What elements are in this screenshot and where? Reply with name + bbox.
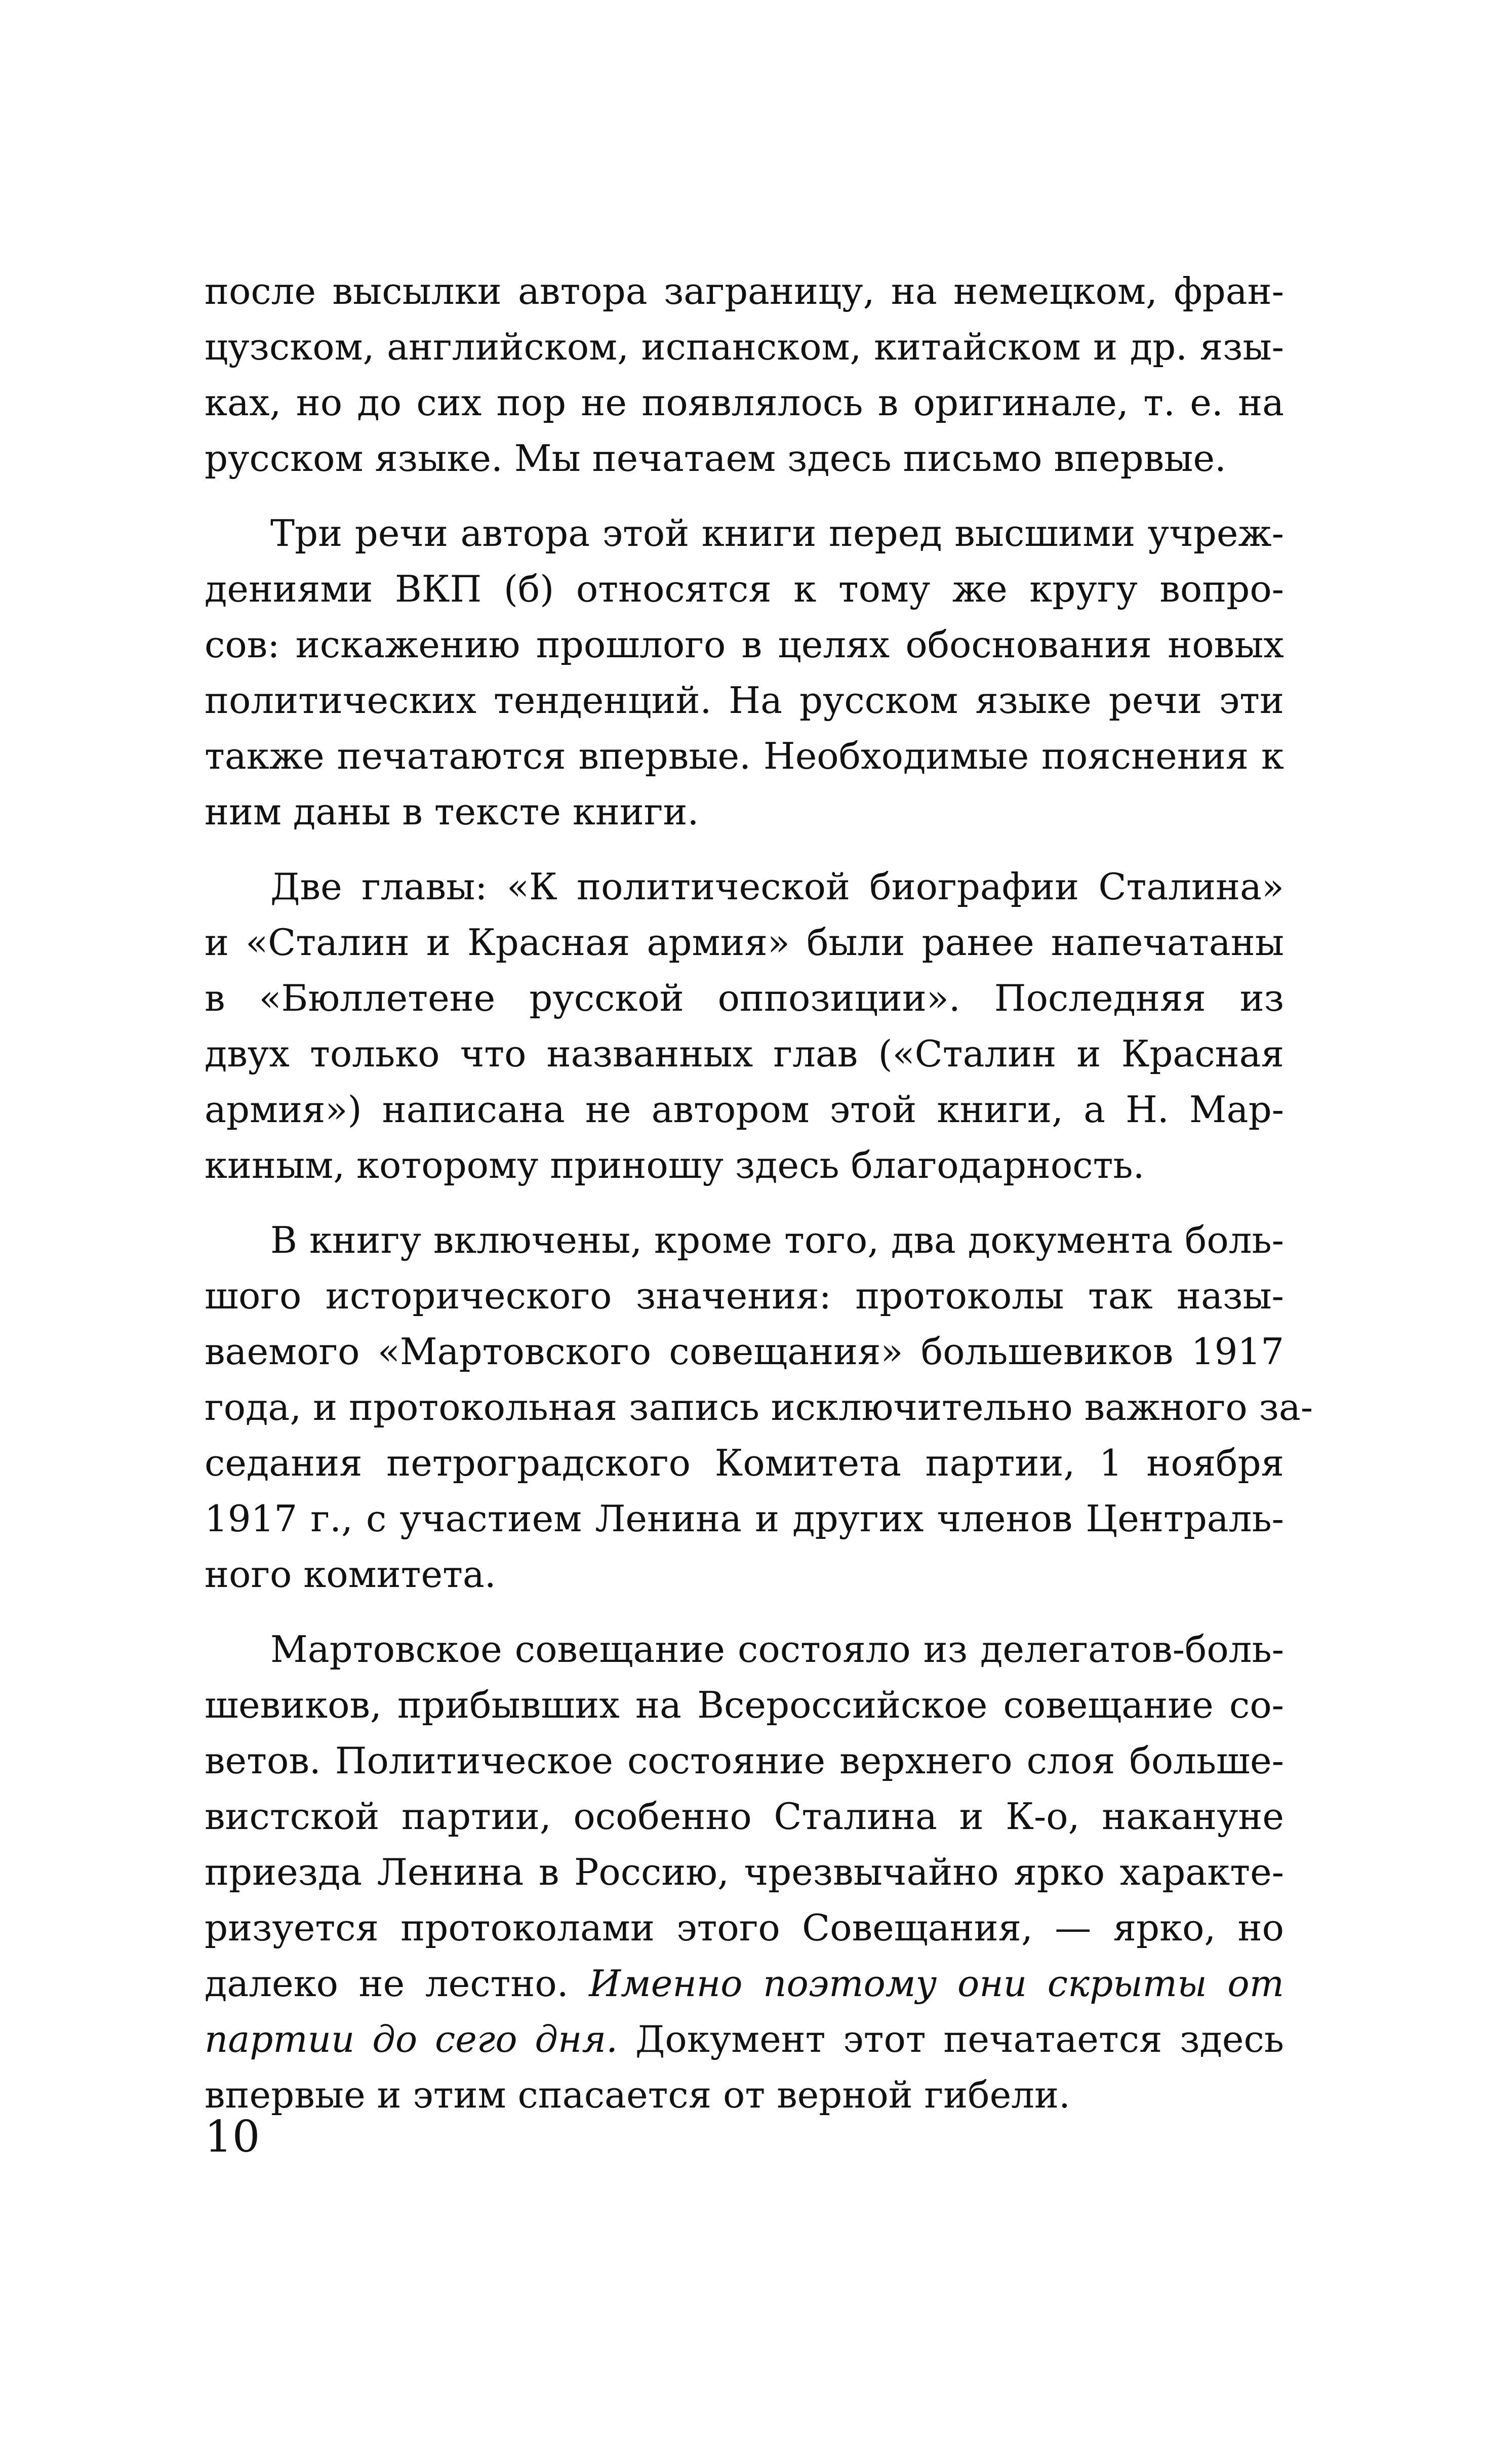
text-line: сов: искажению прошлого в целях обоснования новых	[205, 623, 1284, 666]
text-line: Мартовское совещание состояло из делегатов-боль-	[270, 1628, 1284, 1671]
italic-text: Именно поэтому они скрыты от	[589, 1962, 1284, 2005]
plain-text: далеко не лестно.	[205, 1962, 589, 2005]
text-line: шого исторического значения: протоколы так назы-	[205, 1275, 1284, 1317]
text-line: приезда Ленина в Россию, чрезвычайно ярко характе-	[205, 1851, 1284, 1893]
italic-text: партии до сего дня.	[205, 2018, 618, 2060]
text-line: русском языке. Мы печатаем здесь письмо впервые.	[205, 437, 1226, 480]
text-line: в «Бюллетене русской оппозиции». Последняя из	[205, 977, 1284, 1019]
text-line: В книгу включены, кроме того, два документа боль-	[270, 1219, 1284, 1261]
plain-text: Документ этот печатается здесь	[618, 2018, 1284, 2060]
text-line: ним даны в тексте книги.	[205, 790, 699, 833]
paragraph-2	[205, 505, 1284, 840]
text-line: ризуется протоколами этого Совещания, — ярко, но	[205, 1906, 1284, 1949]
text-line: года, и протокольная запись исключительно важного за-	[205, 1386, 1313, 1428]
paragraph-1	[205, 263, 1284, 486]
text-line: ного комитета.	[205, 1553, 496, 1596]
text-line: ветов. Политическое состояние верхнего слоя больше-	[205, 1739, 1284, 1782]
text-line: ваемого «Мартовского совещания» большевиков 1917	[205, 1330, 1284, 1373]
text-line: также печатаются впервые. Необходимые пояснения к	[205, 735, 1284, 777]
text-line: Три речи автора этой книги перед высшими учреж-	[270, 512, 1284, 554]
page-number: 10	[205, 2112, 260, 2162]
text-line: седания петроградского Комитета партии, 1 ноября	[205, 1442, 1284, 1484]
text-line: шевиков, прибывших на Всероссийское совещание со-	[205, 1684, 1284, 1726]
paragraph-3	[205, 859, 1284, 1193]
text-line: дениями ВКП (б) относятся к тому же кругу вопро-	[205, 568, 1284, 610]
text-line: армия») написана не автором этой книги, а Н. Мар-	[205, 1088, 1284, 1131]
text-line: цузском, английском, испанском, китайском и др. язы-	[205, 326, 1284, 368]
text-line	[205, 1956, 1284, 2011]
text-line: киным, которому приношу здесь благодарность.	[205, 1144, 1145, 1186]
text-line: после высылки автора заграницу, на немецком, фран-	[205, 270, 1284, 312]
text-line: 1917 г., с участием Ленина и других членов Централь-	[205, 1497, 1284, 1540]
text-line	[205, 2011, 1284, 2067]
text-line: впервые и этим спасается от верной гибели.	[205, 2074, 1070, 2116]
text-line: ках, но до сих пор не появлялось в оригинале, т. е. на	[205, 381, 1284, 424]
text-line: Две главы: «К политической биографии Сталина»	[270, 865, 1284, 908]
paragraph-4	[205, 1212, 1313, 1602]
text-line: двух только что названных глав («Сталин и Красная	[205, 1032, 1284, 1075]
paragraph-5	[205, 1621, 1284, 2123]
text-line: вистской партии, особенно Сталина и К-о, накануне	[205, 1795, 1284, 1838]
text-line: политических тенденций. На русском языке речи эти	[205, 679, 1284, 722]
body-text	[205, 263, 1313, 2123]
text-line: и «Сталин и Красная армия» были ранее напечатаны	[205, 921, 1284, 964]
